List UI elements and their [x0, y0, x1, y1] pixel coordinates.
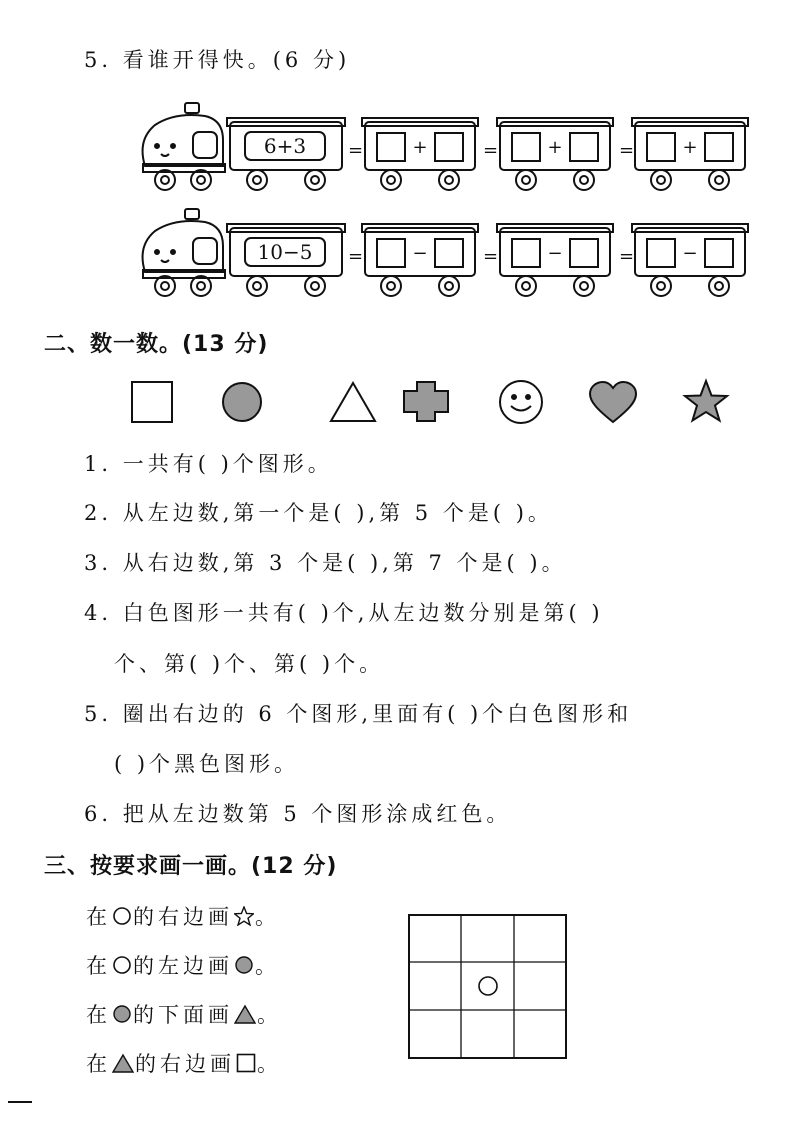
- circle-filled-icon: [112, 1004, 132, 1024]
- s2-item-2: 2. 从左边数,第一个是( ),第 5 个是( )。: [84, 501, 553, 525]
- answer-box: [377, 133, 405, 161]
- drawing-grid[interactable]: [408, 914, 568, 1060]
- shapes-row: [130, 378, 740, 424]
- answer-box: [647, 239, 675, 267]
- train-subtraction: [135, 206, 755, 301]
- expression-text: 6+3: [263, 134, 307, 158]
- answer-box: [435, 239, 463, 267]
- s2-item-1: 1. 一共有( )个图形。: [84, 452, 333, 476]
- answer-box: [435, 133, 463, 161]
- svg-text:+: +: [412, 137, 428, 158]
- train-car-2: [362, 118, 478, 190]
- train-car-3: [497, 118, 613, 190]
- answer-box: [512, 239, 540, 267]
- answer-box: [512, 133, 540, 161]
- s2-item-3: 3. 从右边数,第 3 个是( ),第 7 个是( )。: [84, 551, 567, 575]
- s3-line-3: 在 的下面画 。: [86, 1003, 282, 1027]
- svg-text:−: −: [682, 243, 698, 264]
- circle-outline-icon: [112, 955, 132, 975]
- grid-circle-icon: [479, 977, 497, 995]
- answer-box: [647, 133, 675, 161]
- section-2-title: 二、数一数。(13 分): [44, 332, 269, 357]
- s2-item-5: 5. 圈出右边的 6 个图形,里面有( )个白色图形和: [84, 702, 633, 726]
- equals-sign: =: [483, 246, 499, 267]
- triangle-filled-icon: [112, 1053, 134, 1073]
- circle-outline-icon: [112, 906, 132, 926]
- svg-text:−: −: [547, 243, 563, 264]
- train-engine-icon: [143, 209, 225, 296]
- square-icon: [132, 382, 172, 422]
- train-car-4: [632, 118, 748, 190]
- train-car-2: [362, 224, 478, 296]
- answer-box: [705, 239, 733, 267]
- train-addition: [135, 100, 755, 195]
- question-5-title: 5. 看谁开得快。(6 分): [84, 48, 351, 72]
- circle-filled-icon: [223, 383, 261, 421]
- smiley-icon: [500, 381, 542, 423]
- svg-text:+: +: [682, 137, 698, 158]
- circle-filled-icon: [234, 955, 254, 975]
- triangle-filled-icon: [234, 1004, 256, 1024]
- equals-sign: =: [619, 246, 635, 267]
- s2-item-4-cont: 个、第( )个、第( )个。: [114, 652, 385, 676]
- s3-line-4: 在 的右边画 。: [86, 1052, 282, 1076]
- equals-sign: =: [348, 246, 364, 267]
- footer-rule: [8, 1101, 32, 1103]
- star-icon: [685, 381, 727, 421]
- svg-text:−: −: [412, 243, 428, 264]
- answer-box: [570, 133, 598, 161]
- s2-item-4: 4. 白色图形一共有( )个,从左边数分别是第( ): [84, 601, 604, 625]
- section-3-title: 三、按要求画一画。(12 分): [44, 854, 338, 879]
- train-car-1: [227, 224, 345, 296]
- svg-text:+: +: [547, 137, 563, 158]
- square-outline-icon: [236, 1053, 256, 1073]
- s3-line-2: 在 的左边画 。: [86, 954, 280, 978]
- s3-line-1: 在 的右边画 。: [86, 905, 280, 929]
- star-outline-icon: [234, 906, 254, 926]
- answer-box: [705, 133, 733, 161]
- train-car-1: [227, 118, 345, 190]
- equals-sign: =: [348, 140, 364, 161]
- equals-sign: =: [483, 140, 499, 161]
- answer-box: [570, 239, 598, 267]
- equals-sign: =: [619, 140, 635, 161]
- train-engine-icon: [143, 103, 225, 190]
- train-car-4: [632, 224, 748, 296]
- s2-item-5-cont: ( )个黑色图形。: [114, 752, 300, 776]
- triangle-icon: [331, 383, 375, 421]
- answer-box: [377, 239, 405, 267]
- heart-icon: [590, 382, 636, 422]
- train-car-3: [497, 224, 613, 296]
- expression-text: 10−5: [257, 240, 313, 264]
- cross-icon: [404, 382, 448, 421]
- s2-item-6: 6. 把从左边数第 5 个图形涂成红色。: [84, 802, 512, 826]
